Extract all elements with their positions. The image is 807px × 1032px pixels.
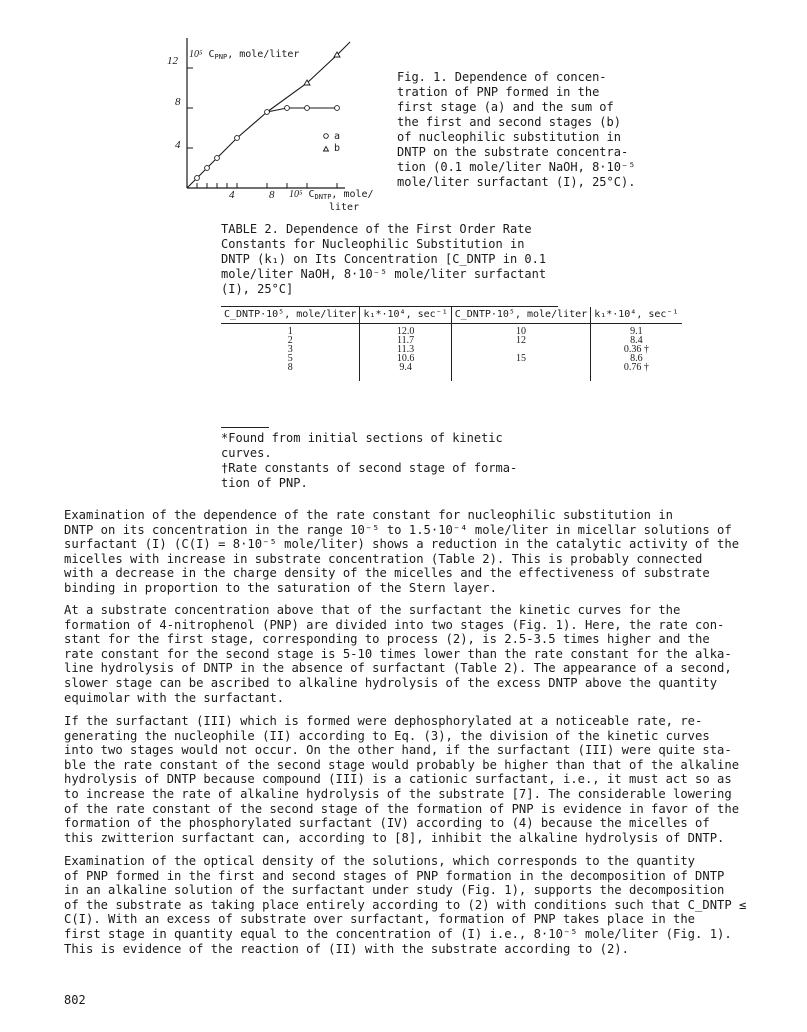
text-line: into two stages would not occur. On the other hand, if the surfactant (III) were quite sta- (64, 743, 732, 758)
legend-marker-a (324, 134, 329, 139)
table-cell: 9.1 (630, 326, 643, 337)
text-line: surfactant (I) (C(I) = 8·10⁻⁵ mole/liter) shows a reduction in the catalytic activity of the (64, 537, 740, 552)
paragraph-4 (64, 854, 747, 956)
col-c-dntp-1 (221, 324, 360, 382)
text-line: Examination of the optical density of the solutions, which corresponds to the quantity (64, 854, 696, 868)
table-cell: 1 (287, 326, 293, 337)
text-line: hydrolysis of DNTP because compound (III) is a cationic surfactant, i.e., it must act so as (64, 772, 732, 787)
table-cell: 9.4 (399, 362, 412, 373)
table-cell: 15 (515, 353, 526, 364)
table-2 (221, 307, 682, 381)
figure-caption (397, 70, 667, 190)
text-line: rate constant for the second stage is 5-10 times lower than the rate constant for the alka- (64, 646, 732, 661)
text-line: If the surfactant (III) which is formed were dephosphorylated at a noticeable rate, re- (64, 714, 703, 728)
table-cell: 12.0 (396, 326, 415, 337)
text-line: of the rate constant of the second stage of the formation of PNP is evidence in favor of the (64, 801, 740, 816)
table-cell: 0.76 † (623, 362, 649, 373)
text-line: This is evidence of the reaction of (II) with the substrate according to (2). (64, 941, 629, 956)
text-line: to increase the rate of alkaline hydrolysis of the substrate [7]. The considerable lowering (64, 786, 732, 801)
table-cell (454, 363, 588, 372)
footnote-line: curves. (221, 446, 272, 460)
y-tick-label-4: 4 (175, 139, 181, 151)
text-line: generating the nucleophile (II) according to Eq. (3), the division of the kinetic curves (64, 728, 710, 743)
table-cell: 12 (515, 335, 526, 346)
text-line: Examination of the dependence of the rate constant for nucleophilic substitution in (64, 508, 674, 522)
legend (324, 131, 341, 154)
text-line: DNTP on its concentration in the range 10⁻⁵ to 1.5·10⁻⁴ mole/liter in micellar solutions of (64, 522, 732, 537)
legend-label-b: b (334, 143, 341, 154)
footnote-line: *Found from initial sections of kinetic (221, 431, 503, 445)
text-line: of PNP formed in the first and second stages of PNP formation in the decomposition of DNTP (64, 868, 725, 883)
page-number: 802 (64, 993, 86, 1007)
text-line: slower stage can be ascribed to alkaline hydrolysis of the excess DNTP above the quantity (64, 675, 718, 690)
col-k1-2 (591, 324, 682, 382)
footnote-line: tion of PNP. (221, 476, 308, 490)
text-line: of the substrate as taking place entirely according to (2) with conditions such that C_DNTP ≤ (64, 897, 747, 912)
series-a-point (215, 156, 220, 161)
text-line: this zwitterion surfactant can, according to [8], inhibit the alkaline hydrolysis of DNTP. (64, 830, 725, 845)
table-title-line: (I), 25°C] (221, 282, 294, 296)
figure-1-chart (165, 30, 374, 213)
table-header-row (221, 307, 682, 324)
col-c-dntp-2 (451, 324, 590, 382)
paragraph-3 (64, 714, 744, 845)
legend-marker-b (324, 147, 329, 152)
paragraph-1 (64, 508, 744, 596)
x-axis-title-cont: liter (329, 202, 360, 213)
caption-line: the first and second stages (b) (397, 115, 621, 129)
header-k1-2: k₁*·10⁴, sec⁻¹ (591, 307, 682, 324)
text-line: with a decrease in the charge density of the micelles and the effectiveness of substrate (64, 566, 710, 581)
text-line: C(I). With an excess of substrate over surfactant, formation of PNP takes place in the (64, 912, 696, 927)
table-cell: 3 (287, 344, 293, 355)
caption-line: of nucleophilic substitution in (397, 130, 621, 144)
text-line: micelles with increase in substrate concentration (Table 2). This is probably connected (64, 551, 703, 566)
caption-line: DNTP on the substrate concentra- (397, 145, 629, 159)
x-axis-title: 10⁵ $C_{DNTP}$, mole/ (289, 189, 374, 201)
table-body-row (221, 324, 682, 382)
text-line: first stage in quantity equal to the concentration of (I) i.e., 8·10⁻⁵ mole/liter (Fig. 1). (64, 926, 732, 941)
table-cell: 10 (515, 326, 526, 337)
y-axis-title: 10⁵ $C_{PNP}$, mole/liter (189, 49, 300, 61)
text-line: in an alkaline solution of the surfactant under study (Fig. 1), supports the decomposition (64, 883, 725, 898)
footnote-rule (221, 427, 269, 428)
table-cell: 10.6 (396, 353, 415, 364)
table-footnotes (221, 431, 541, 491)
y-tick-label-12: 12 (167, 55, 178, 67)
table-cell: 8.4 (630, 335, 643, 346)
text-line: binding in proportion to the saturation of the Stern layer. (64, 580, 497, 595)
header-k1-1: k₁*·10⁴, sec⁻¹ (360, 307, 451, 324)
caption-line: mole/liter surfactant (I), 25°C). (397, 175, 636, 189)
table-title-line: Constants for Nucleophilic Substitution in (221, 237, 525, 251)
x-tick-label-4: 4 (229, 189, 235, 201)
col-k1-1 (360, 324, 451, 382)
table-title-line: mole/liter NaOH, 8·10⁻⁵ mole/liter surfactant (221, 267, 547, 281)
caption-line: first stage (a) and the sum of (397, 100, 614, 114)
y-tick-label-8: 8 (175, 96, 181, 108)
header-c-dntp-1: C_DNTP·10⁵, mole/liter (221, 307, 360, 324)
table-cell: 11.7 (397, 335, 415, 346)
text-line: formation of the phosphorylated surfactant (IV) according to (4) because the micelles of (64, 816, 710, 831)
table-title-line: DNTP (k₁) on Its Concentration [C_DNTP in 0.1 (221, 252, 547, 266)
series-a-line (187, 108, 337, 188)
text-line: formation of 4-nitrophenol (PNP) are divided into two stages (Fig. 1). Here, the rate con- (64, 617, 725, 632)
series-a-point (195, 176, 200, 181)
header-c-dntp-2: C_DNTP·10⁵, mole/liter (451, 307, 590, 324)
series-a-point (205, 166, 210, 171)
table-title-line: TABLE 2. Dependence of the First Order Rate (221, 222, 532, 236)
caption-line: Fig. 1. Dependence of concen- (397, 70, 607, 84)
table-cell: 0.36 † (623, 344, 649, 355)
table-2-title (221, 222, 561, 297)
legend-label-a: a (334, 131, 341, 142)
table-cell: 2 (287, 335, 293, 346)
table-cell: 5 (287, 353, 293, 364)
text-line: line hydrolysis of DNTP in the absence of surfactant (Table 2). The appearance of a second, (64, 661, 732, 676)
text-line: At a substrate concentration above that of the surfactant the kinetic curves for the (64, 603, 681, 617)
caption-line: tion (0.1 mole/liter NaOH, 8·10⁻⁵ (397, 160, 636, 174)
x-tick-label-8: 8 (269, 189, 275, 201)
footnote-line: †Rate constants of second stage of forma- (221, 461, 518, 475)
series-a-point (235, 136, 240, 141)
series-a-point (305, 106, 310, 111)
table-cell: 11.3 (397, 344, 415, 355)
text-line: ble the rate constant of the second stage would probably be higher than that of the alkaline (64, 757, 740, 772)
text-line: stant for the first stage, corresponding to process (2), is 2.5-3.5 times higher and the (64, 632, 710, 647)
series-a-point (285, 106, 290, 111)
series-a-point (265, 110, 270, 115)
table-cell: 8.6 (630, 353, 643, 364)
text-line: equimolar with the surfactant. (64, 690, 285, 705)
table-cell: 8 (287, 362, 293, 373)
paragraph-2 (64, 603, 744, 705)
series-a-point (335, 106, 340, 111)
caption-line: tration of PNP formed in the (397, 85, 600, 99)
